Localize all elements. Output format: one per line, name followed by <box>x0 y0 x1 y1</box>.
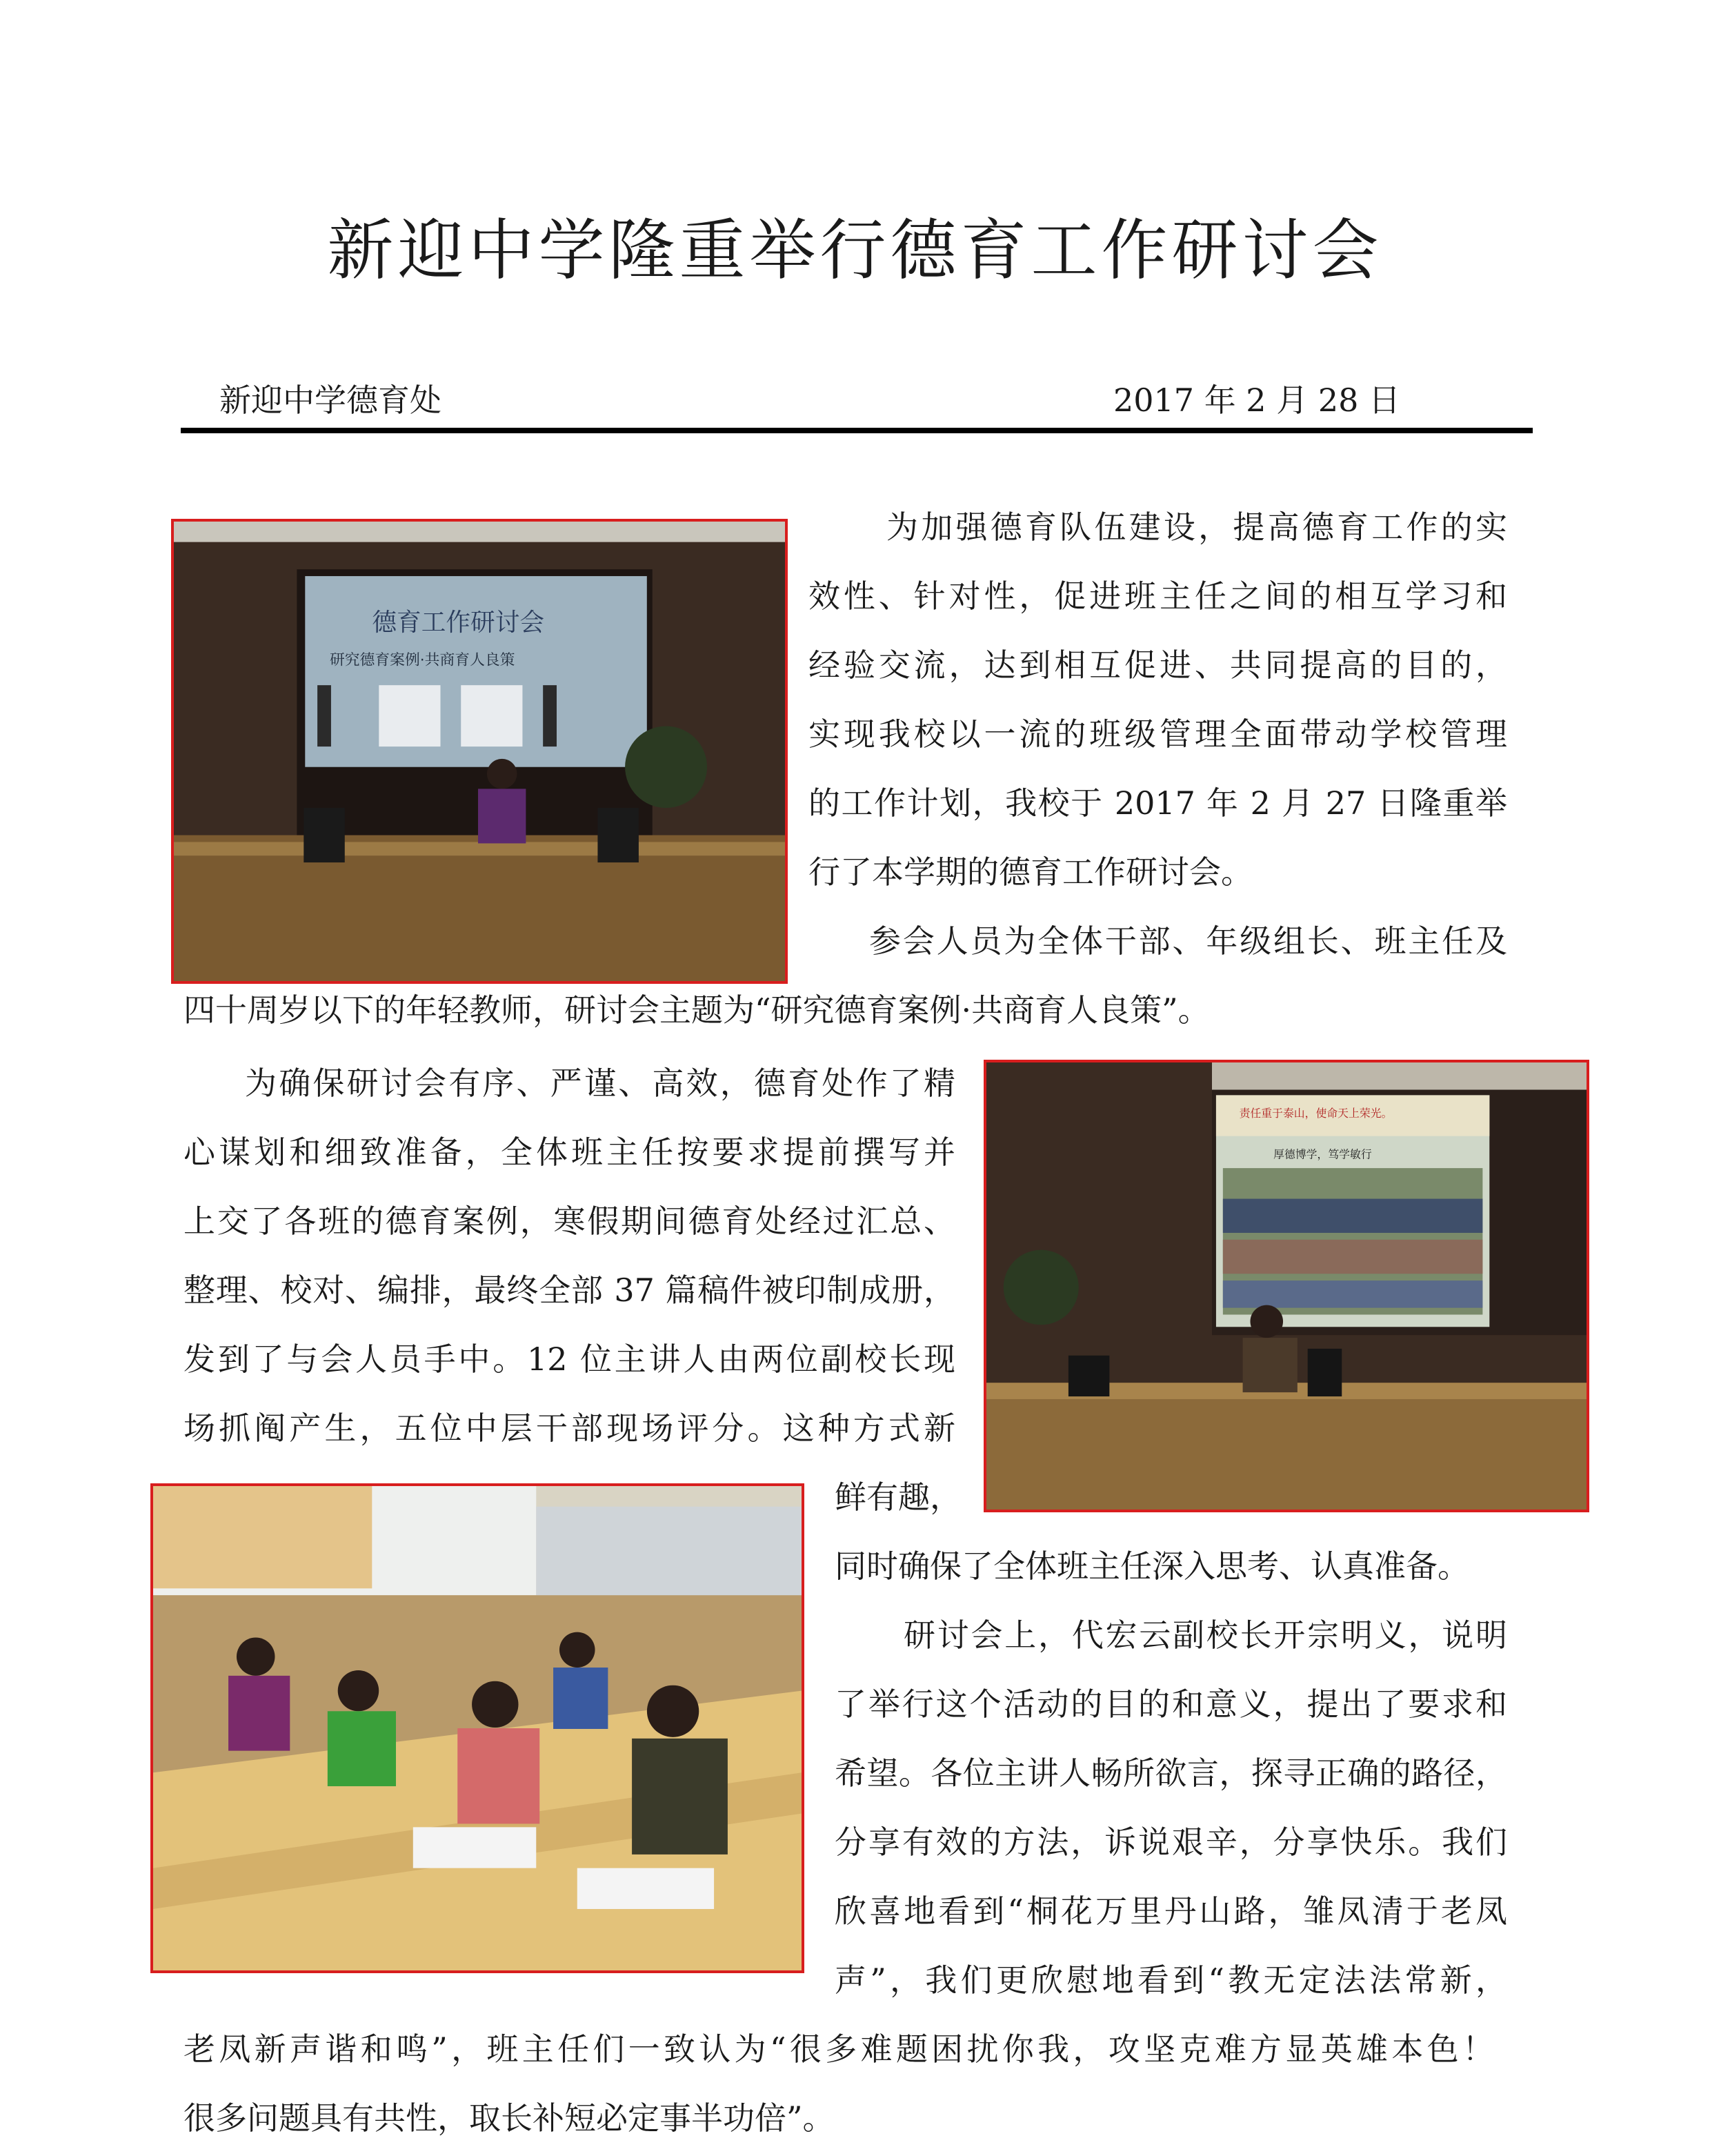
page-title: 新迎中学隆重举行德育工作研讨会 <box>327 212 1383 289</box>
text-line: 很多问题具有共性，取长补短必定事半功倍”。 <box>183 2099 835 2137</box>
publish-date: 2017 年 2 月 28 日 <box>1113 382 1400 419</box>
text-line: 研讨会上，代宏云副校长开宗明义，说明 <box>904 1616 1507 1654</box>
slide-subtitle: 研究德育案例·共商育人良策 <box>329 651 515 669</box>
text-line: 效性、针对性，促进班主任之间的相互学习和 <box>808 577 1507 615</box>
text-line: 鲜有趣， <box>835 1478 962 1516</box>
text-line: 声”，我们更欣慰地看到“教无定法法常新， <box>835 1961 1507 1999</box>
slide-slogan: 责任重于泰山，使命天上荣光。 <box>1239 1107 1393 1120</box>
text-line: 老凤新声谐和鸣”，班主任们一致认为“很多难题困扰你我，攻坚克难方显英雄本色！ <box>183 2030 1494 2068</box>
text-line: 同时确保了全体班主任深入思考、认真准备。 <box>835 1547 1469 1585</box>
text-line: 四十周岁以下的年轻教师，研讨会主题为“研究德育案例·共商育人良策”。 <box>183 991 1210 1029</box>
text-line: 实现我校以一流的班级管理全面带动学校管理 <box>808 715 1507 753</box>
text-line: 为加强德育队伍建设，提高德育工作的实 <box>886 508 1507 546</box>
text-line: 经验交流，达到相互促进、共同提高的目的， <box>808 646 1507 684</box>
text-line: 分享有效的方法，诉说艰辛，分享快乐。我们 <box>835 1823 1507 1861</box>
text-line: 为确保研讨会有序、严谨、高效，德育处作了精 <box>245 1065 955 1102</box>
photo-speaker-presentation <box>984 1060 1589 1512</box>
text-line: 的工作计划，我校于 2017 年 2 月 27 日隆重举 <box>808 784 1507 822</box>
text-line: 参会人员为全体干部、年级组长、班主任及 <box>869 922 1507 960</box>
text-line: 行了本学期的德育工作研讨会。 <box>808 853 1253 891</box>
seminar-opening-image <box>174 522 785 981</box>
text-line: 整理、校对、编排，最终全部 37 篇稿件被印制成册， <box>183 1272 955 1309</box>
text-line: 欣喜地看到“桐花万里丹山路，雏凤清于老凤 <box>835 1892 1507 1930</box>
text-line: 场抓阄产生，五位中层干部现场评分。这种方式新 <box>183 1410 955 1447</box>
text-line: 了举行这个活动的目的和意义，提出了要求和 <box>835 1685 1507 1723</box>
text-line: 上交了各班的德育案例，寒假期间德育处经过汇总、 <box>183 1203 955 1240</box>
slide-motto: 厚德博学，笃学敏行 <box>1273 1147 1372 1161</box>
header-divider <box>181 428 1533 433</box>
text-line: 发到了与会人员手中。12 位主讲人由两位副校长现 <box>183 1341 955 1378</box>
teachers-reading-image <box>153 1486 802 1970</box>
speaker-presentation-image <box>986 1062 1587 1510</box>
photo-teachers-reading <box>150 1483 804 1973</box>
text-line: 心谋划和细致准备，全体班主任按要求提前撰写并 <box>183 1134 955 1171</box>
text-line: 希望。各位主讲人畅所欲言，探寻正确的路径， <box>835 1754 1507 1792</box>
slide-title: 德育工作研讨会 <box>372 609 545 637</box>
photo-seminar-opening <box>171 519 788 984</box>
author-department: 新迎中学德育处 <box>219 382 441 419</box>
